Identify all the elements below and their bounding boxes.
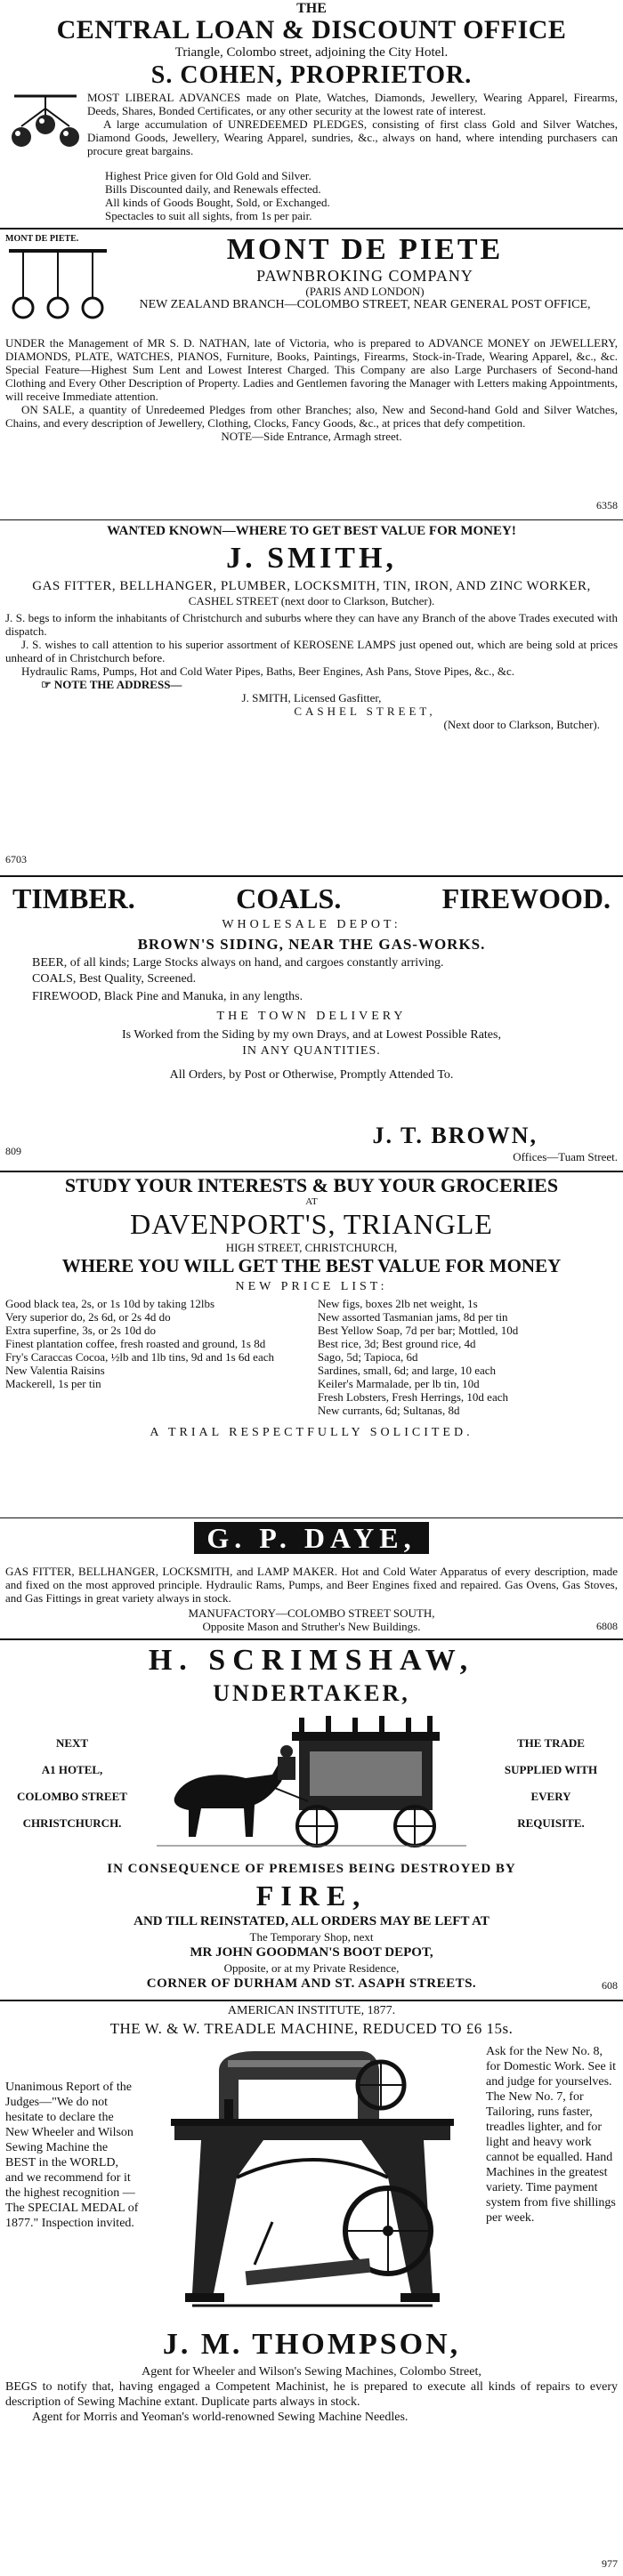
ad-body: J. S. begs to inform the inhabitants of Christchurch and suburbs where they can have any Branch of the above Trades executed with dispatch. bbox=[5, 611, 618, 638]
price-item: Finest plantation coffee, fresh roasted and ground, 1s 8d bbox=[5, 1337, 266, 1350]
ad-line: Highest Price given for Old Gold and Silver. bbox=[105, 169, 312, 182]
ad-body-2: J. S. wishes to call attention to his superior assortment of KEROSENE LAMPS just opened out, which are being sold at prices unheard of in Christchurch before. bbox=[5, 638, 618, 664]
ad-left-line: COLOMBO STREET bbox=[17, 1790, 127, 1803]
pointing-hand-icon: ☞ bbox=[41, 678, 52, 691]
price-list-right bbox=[318, 1297, 618, 1417]
ad-left-line: NEXT bbox=[55, 1736, 89, 1750]
ad-right-line: EVERY bbox=[530, 1790, 571, 1803]
ad-agent: Agent for Wheeler and Wilson's Sewing Machines, Colombo Street, bbox=[142, 2365, 481, 2379]
ad-title: G. P. DAYE, bbox=[194, 1522, 428, 1554]
emblem-label: MONT DE PIETE. bbox=[5, 234, 79, 244]
ad-line-5: CORNER OF DURHAM AND ST. ASAPH STREETS. bbox=[146, 1976, 477, 1991]
ad-line-6: All Orders, by Post or Otherwise, Promptly Attended To. bbox=[169, 1068, 454, 1082]
ad-title: J. SMITH, bbox=[226, 542, 397, 575]
ad-body: GAS FITTER, BELLHANGER, LOCKSMITH, and LAMP MAKER. Hot and Cold Water Apparatus of every description, made and fixed on the most approved principle. Hydraulic Rams, Pumps, and Beer Engines fixed and repaired. Gas Ovens, Gas Stoves, and Gas Fittings in great variety always in stock. bbox=[5, 1565, 618, 1605]
ad-headline: THE W. & W. TREADLE MACHINE, REDUCED TO £6 15s. bbox=[109, 2020, 514, 2037]
ad-at: AT bbox=[305, 1196, 318, 1207]
ad-wanted: WANTED KNOWN—WHERE TO GET BEST VALUE FOR MONEY! bbox=[107, 524, 516, 538]
ad-subtitle: UNDERTAKER, bbox=[213, 1680, 410, 1706]
price-item: Mackerell, 1s per tin bbox=[5, 1377, 101, 1390]
ad-left-line: A1 HOTEL, bbox=[41, 1763, 103, 1776]
ad-headline bbox=[5, 881, 618, 916]
ad-right-column bbox=[484, 1730, 618, 1837]
ad-number: 809 bbox=[5, 1145, 21, 1157]
ad-subtitle: Triangle, Colombo street, adjoining the City Hotel. bbox=[174, 45, 449, 60]
headline-firewood: FIREWOOD. bbox=[441, 882, 611, 914]
divider bbox=[0, 875, 623, 877]
ad-right-line: REQUISITE. bbox=[517, 1816, 585, 1830]
daye-advertisement bbox=[5, 1521, 618, 1635]
ad-line-2: The Temporary Shop, next bbox=[249, 1930, 374, 1944]
ad-left-column bbox=[5, 1730, 139, 1837]
ad-signature-1: J. SMITH, Licensed Gasfitter, bbox=[241, 691, 382, 704]
ad-consequence: IN CONSEQUENCE OF PREMISES BEING DESTROYED BY bbox=[107, 1862, 516, 1876]
ad-trial: A TRIAL RESPECTFULLY SOLICITED. bbox=[150, 1426, 473, 1439]
price-item: Keiler's Marmalade, per lb tin, 10d bbox=[317, 1377, 480, 1390]
ad-number: 6808 bbox=[596, 1620, 618, 1632]
ad-delivery: THE TOWN DELIVERY bbox=[216, 1010, 407, 1023]
price-item: Very superior do, 2s 6d, or 2s 4d do bbox=[5, 1310, 171, 1324]
ad-opposite: Opposite Mason and Struther's New Buildings. bbox=[202, 1620, 421, 1633]
ad-number: 6358 bbox=[596, 499, 618, 511]
ad-office: Offices—Tuam Street. bbox=[513, 1150, 618, 1163]
ad-line: All kinds of Goods Bought, Sold, or Exchanged. bbox=[105, 196, 330, 209]
divider bbox=[0, 1171, 623, 1172]
ad-fire: FIRE, bbox=[255, 1880, 368, 1912]
ad-note-text: NOTE THE ADDRESS— bbox=[53, 678, 182, 691]
ad-title: H. SCRIMSHAW, bbox=[148, 1644, 475, 1677]
pawnbroker-emblem-icon bbox=[5, 246, 112, 334]
ad-right-line: SUPPLIED WITH bbox=[504, 1763, 598, 1776]
ad-trades: GAS FITTER, BELLHANGER, PLUMBER, LOCKSMITH, TIN, IRON, AND ZINC WORKER, bbox=[32, 579, 591, 593]
price-item: New assorted Tasmanian jams, 8d per tin bbox=[317, 1310, 508, 1324]
ad-left-column: Unanimous Report of the Judges—"We do not hesitate to declare the New Wheeler and Wilson Sewing Machine the BEST in the WORLD, and we recommend for it the highest recognition — The SPECIAL MEDAL of 1877." Inspection invited. bbox=[5, 2081, 139, 2230]
ad-lines bbox=[5, 169, 618, 222]
ad-line-4: Is Worked from the Siding by my own Drays, and at Lowest Possible Rates, bbox=[122, 1028, 501, 1042]
ad-address: HIGH STREET, CHRISTCHURCH, bbox=[225, 1241, 398, 1254]
price-list bbox=[5, 1297, 618, 1417]
ad-left-line: CHRISTCHURCH. bbox=[22, 1816, 122, 1830]
ad-institute: AMERICAN INSTITUTE, 1877. bbox=[227, 2004, 396, 2017]
ad-subtitle: PAWNBROKING COMPANY bbox=[256, 267, 473, 285]
ad-signature-3: (Next door to Clarkson, Butcher). bbox=[443, 718, 600, 731]
ad-line-3: WHERE YOU WILL GET THE BEST VALUE FOR MONEY bbox=[61, 1255, 562, 1276]
ad-line-1: AND TILL REINSTATED, ALL ORDERS MAY BE LEFT AT bbox=[134, 1914, 490, 1928]
smith-advertisement bbox=[5, 523, 618, 872]
price-list-left bbox=[5, 1297, 305, 1417]
ad-body-3: Hydraulic Rams, Pumps, Hot and Cold Water Pipes, Baths, Beer Engines, Ash Pans, Stove Pipes, &c., &c. bbox=[21, 664, 515, 678]
scrimshaw-advertisement bbox=[5, 1642, 618, 1996]
price-item: Extra superfine, 3s, or 2s 10d do bbox=[5, 1324, 156, 1337]
ad-line-1: STUDY YOUR INTERESTS & BUY YOUR GROCERIES bbox=[64, 1174, 559, 1196]
ad-name: DAVENPORT'S, TRIANGLE bbox=[130, 1208, 493, 1240]
ad-title: CENTRAL LOAN & DISCOUNT OFFICE bbox=[56, 15, 567, 44]
proprietor-name: S. COHEN, PROPRIETOR. bbox=[150, 61, 473, 89]
ad-title-wrap bbox=[5, 1521, 618, 1561]
ad-paren: (PARIS AND LONDON) bbox=[305, 285, 425, 298]
ad-note: NOTE—Side Entrance, Armagh street. bbox=[221, 430, 402, 443]
price-item: New figs, boxes 2lb net weight, 1s bbox=[317, 1297, 478, 1310]
ad-depot: WHOLESALE DEPOT: bbox=[222, 918, 401, 931]
ad-note bbox=[5, 678, 618, 691]
ad-title: J. M. THOMPSON, bbox=[162, 2328, 461, 2361]
ad-number: 977 bbox=[602, 2557, 618, 2570]
ad-line-3: FIREWOOD, Black Pine and Manuka, in any lengths. bbox=[32, 990, 303, 1003]
thompson-advertisement bbox=[5, 2003, 618, 2574]
price-item: New currants, 6d; Sultanas, 8d bbox=[317, 1404, 460, 1417]
pawnbroker-balls-icon bbox=[5, 91, 87, 169]
ad-line-2: COALS, Best Quality, Screened. bbox=[32, 972, 197, 986]
price-item: Sago, 5d; Tapioca, 6d bbox=[317, 1350, 418, 1364]
price-item: Best rice, 3d; Best ground rice, 4d bbox=[317, 1337, 476, 1350]
ad-agent-2: Agent for Morris and Yeoman's world-renowned Sewing Machine Needles. bbox=[32, 2411, 409, 2424]
price-item: Fresh Lobsters, Fresh Herrings, 10d each bbox=[317, 1390, 508, 1404]
ad-line-4: Opposite, or at my Private Residence, bbox=[223, 1961, 400, 1975]
headline-coals: COALS. bbox=[236, 882, 342, 914]
ad-line: Spectacles to suit all sights, from 1s per pair. bbox=[105, 209, 312, 222]
hearse-illustration bbox=[139, 1712, 484, 1855]
price-item: Best Yellow Soap, 7d per bar; Mottled, 10d bbox=[317, 1324, 519, 1337]
ad-factory: MANUFACTORY—COLOMBO STREET SOUTH, bbox=[188, 1606, 435, 1620]
brown-advertisement bbox=[5, 881, 618, 1167]
ad-body-2: A large accumulation of UNREDEEMED PLEDGES, consisting of first class Gold and Silver Watches, Diamond Goods, Jewellery, Wearing Apparel, sundries, &c., always on hand, where intending purchasers can procure great bargains. bbox=[87, 117, 618, 157]
davenport-advertisement bbox=[5, 1174, 618, 1514]
sewing-machine-illustration bbox=[139, 2044, 486, 2320]
price-item: Sardines, small, 6d; and large, 10 each bbox=[317, 1364, 497, 1377]
mont-de-piete-advertisement bbox=[5, 233, 618, 516]
divider bbox=[0, 519, 623, 520]
ad-address: CASHEL STREET (next door to Clarkson, Butcher). bbox=[188, 594, 435, 608]
divider bbox=[0, 2000, 623, 2001]
ad-body: BEGS to notify that, having engaged a Competent Machinist, he is prepared to execute all kinds of repairs to every description of Sewing Machine extant. Duplicate parts always in stock. bbox=[5, 2380, 618, 2409]
ad-title: MONT DE PIETE bbox=[226, 233, 504, 266]
ad-signature-2: CASHEL STREET, bbox=[294, 704, 436, 718]
ad-siding: BROWN'S SIDING, NEAR THE GAS-WORKS. bbox=[137, 936, 486, 953]
ad-body: MOST LIBERAL ADVANCES made on Plate, Watches, Diamonds, Jewellery, Wearing Apparel, Firearms, Deeds, Shares, Bonded Certificates, or any other security at the lowest rate of interest. bbox=[87, 91, 618, 117]
headline-timber: TIMBER. bbox=[12, 882, 135, 914]
ad-address: NEW ZEALAND BRANCH—COLOMBO STREET, NEAR GENERAL POST OFFICE, bbox=[139, 298, 591, 311]
price-item: New Valentia Raisins bbox=[5, 1364, 105, 1377]
ad-price-list: NEW PRICE LIST: bbox=[235, 1280, 388, 1293]
divider bbox=[0, 228, 623, 229]
ad-body-2: ON SALE, a quantity of Unredeemed Pledges from other Branches; also, New and Second-hand Gold and Silver Watches, Chains, and every description of Jewellery, Clothing, Clocks, Fancy Goods, &c., at prices that defy competition. bbox=[5, 403, 618, 430]
ad-line-3: MR JOHN GOODMAN'S BOOT DEPOT, bbox=[190, 1945, 433, 1960]
ad-line: Bills Discounted daily, and Renewals effected. bbox=[105, 182, 321, 196]
ad-signature: J. T. BROWN, bbox=[372, 1123, 538, 1148]
ad-header: THE bbox=[296, 2, 327, 16]
divider bbox=[0, 1638, 623, 1640]
price-item: Fry's Caraccas Cocoa, ½lb and 1lb tins, 9d and 1s 6d each bbox=[5, 1350, 274, 1364]
ad-number: 6703 bbox=[5, 853, 27, 865]
cohen-advertisement bbox=[5, 2, 618, 224]
ad-line-1: BEER, of all kinds; Large Stocks always on hand, and cargoes constantly arriving. bbox=[32, 956, 444, 970]
ad-body: UNDER the Management of MR S. D. NATHAN, late of Victoria, who is prepared to ADVANCE MONEY on JEWELLERY, DIAMONDS, PLATE, WATCHES, PIANOS, Furniture, Books, Paintings, Firearms, Stock-in-Trade, Wearing Apparel, &c., &c. Special Feature—Highest Sum Lent and Lowest Interest Charged. This Company are also Large Purchasers of Second-hand Clothing and Every Other Description of Property. Ladies and Gentlemen favoring the Manager with Letters making Appointments, will receive Immediate attention. bbox=[5, 336, 618, 403]
divider bbox=[0, 1517, 623, 1518]
ad-right-line: THE TRADE bbox=[517, 1736, 585, 1750]
price-item: Good black tea, 2s, or 1s 10d by taking 12lbs bbox=[5, 1297, 215, 1310]
ad-number: 608 bbox=[602, 1979, 618, 1992]
ad-line-5: IN ANY QUANTITIES. bbox=[242, 1044, 381, 1058]
ad-right-column: Ask for the New No. 8, for Domestic Work. See it and judge for yourselves. The New No. 7, for Tailoring, runs faster, treadles lighter, and for light and heavy work cannot be equalled. Hand Machines in the greatest variety. Time payment system from five shillings per week. bbox=[486, 2045, 616, 2225]
